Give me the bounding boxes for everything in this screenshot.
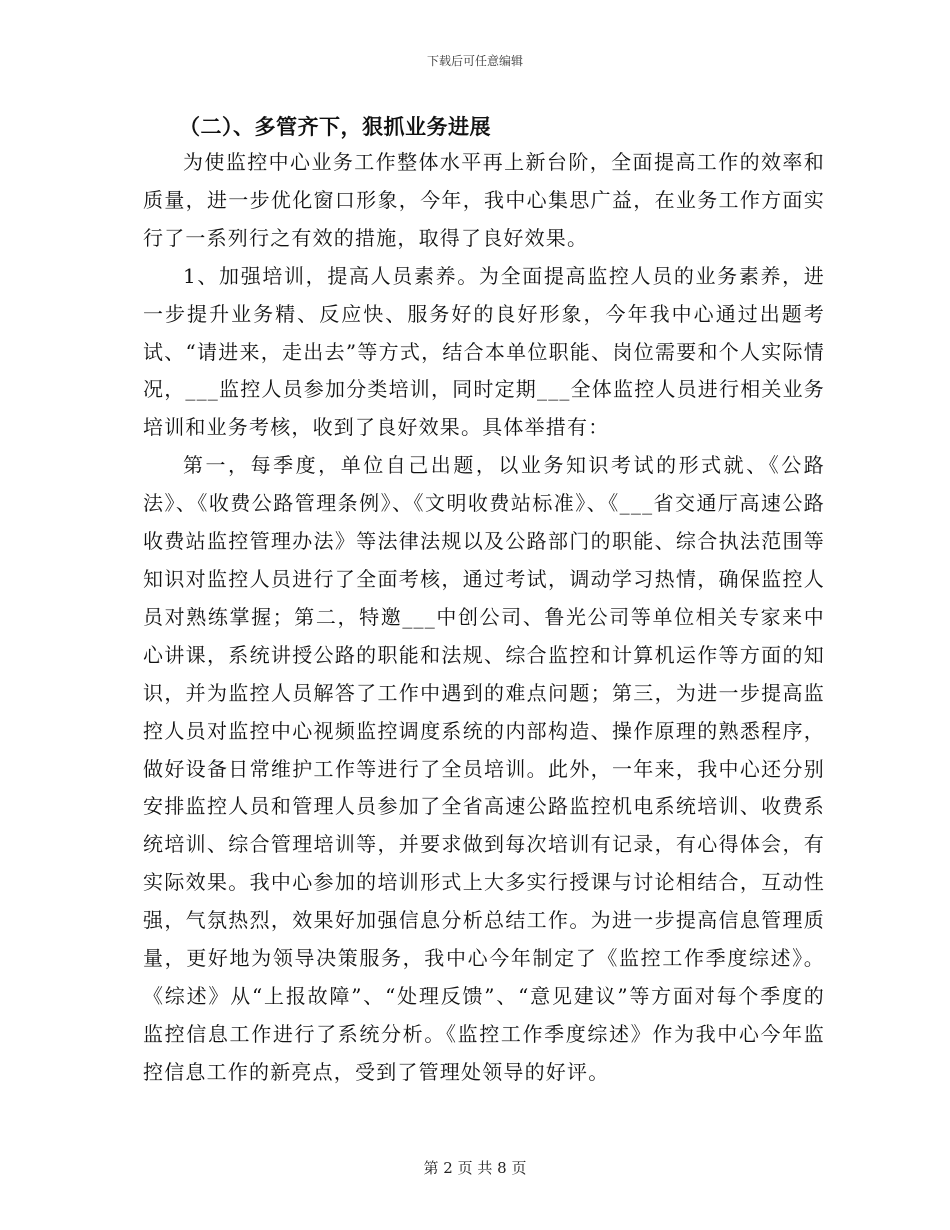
document-body (143, 110, 825, 1092)
page-header: 下载后可任意编辑 (426, 54, 523, 68)
page-number: 第 2 页 共 8 页 (423, 1159, 527, 1177)
paragraph-training: 1、加强培训，提高人员素养。为全面提高监控人员的业务素养，进一步提升业务精、反应快、服务好的良好形象，今年我中心通过出题考试、“请进来，走出去”等方式，结合本单位职能、岗位需要和个人实际情况，___监控人员参加分类培训，同时定期___全体监控人员进行相关业务培训和业务考核，收到了良好效果。具体举措有： (143, 263, 825, 440)
section-heading: （二）、多管齐下，狠抓业务进展 (179, 114, 491, 139)
paragraph-intro: 为使监控中心业务工作整体水平再上新台阶，全面提高工作的效率和质量，进一步优化窗口形象，今年，我中心集思广益，在业务工作方面实行了一系列行之有效的措施，取得了良好效果。 (143, 150, 825, 250)
paragraph-measures: 第一，每季度，单位自己出题，以业务知识考试的形式就、《公路法》、《收费公路管理条例》、《文明收费站标准》、《___省交通厅高速公路收费站监控管理办法》等法律法规以及公路部门的职能、综合执法范围等知识对监控人员进行了全面考核，通过考试，调动学习热情，确保监控人员对熟练掌握；第二，特邀___中创公司、鲁光公司等单位相关专家来中心讲课，系统讲授公路的职能和法规、综合监控和计算机运作等方面的知识，并为监控人员解答了工作中遇到的难点问题；第三，为进一步提高监控人员对监控中心视频监控调度系统的内部构造、操作原理的熟悉程序，做好设备日常维护工作等进行了全员培训。此外，一年来，我中心还分别安排监控人员和管理人员参加了全省高速公路监控机电系统培训、收费系统培训、综合管理培训等，并要求做到每次培训有记录，有心得体会，有实际效果。我中心参加的培训形式上大多实行授课与讨论相结合，互动性强，气氛热烈，效果好加强信息分析总结工作。为进一步提高信息管理质量，更好地为领导决策服务，我中心今年制定了《监控工作季度综述》。《综述》从“上报故障”、“处理反馈”、“意见建议”等方面对每个季度的监控信息工作进行了系统分析。《监控工作季度综述》作为我中心今年监控信息工作的新亮点，受到了管理处领导的好评。 (143, 453, 825, 1084)
